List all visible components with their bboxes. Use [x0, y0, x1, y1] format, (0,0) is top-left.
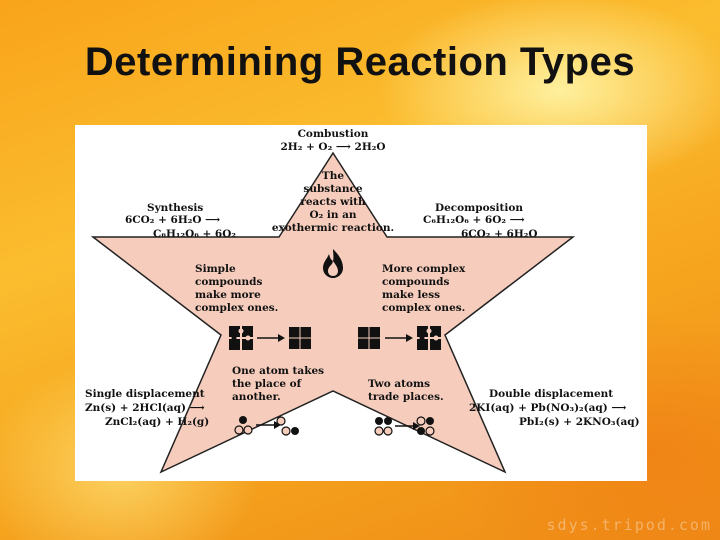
single-displacement-equation-line1: Zn(s) + 2HCl(aq) ⟶	[85, 402, 205, 414]
decomposition-equation-line2: 6CO₂ + 6H₂O	[461, 228, 538, 240]
combustion-description: The substance reacts with O₂ in an exothermic reaction.	[271, 170, 395, 234]
synthesis-description: Simple compounds make more complex ones.	[195, 263, 279, 314]
reaction-types-diagram	[75, 125, 647, 481]
watermark-text: sdys.tripod.com	[546, 516, 712, 534]
double-displacement-heading: Double displacement	[489, 388, 614, 400]
puzzle-assembled-icon	[358, 327, 380, 349]
double-displacement-equation-line2: PbI₂(s) + 2KNO₃(aq)	[519, 416, 640, 428]
combustion-equation: 2H₂ + O₂ ⟶ 2H₂O	[280, 141, 386, 153]
single-displacement-heading: Single displacement	[85, 388, 205, 400]
slide-title: Determining Reaction Types	[84, 40, 636, 84]
decomposition-heading: Decomposition	[435, 202, 524, 214]
single-displacement-description: One atom takes the place of another.	[232, 365, 325, 403]
synthesis-equation-line2: C₆H₁₂O₆ + 6O₂	[153, 228, 236, 240]
single-displacement-equation-line2: ZnCl₂(aq) + H₂(g)	[105, 416, 210, 428]
double-displacement-description: Two atoms trade places.	[368, 378, 444, 403]
decomposition-equation-line1: C₆H₁₂O₆ + 6O₂ ⟶	[423, 214, 525, 226]
double-displacement-equation-line1: 2KI(aq) + Pb(NO₃)₂(aq) ⟶	[469, 402, 627, 414]
combustion-heading: Combustion	[297, 128, 369, 140]
puzzle-assembled-icon	[289, 327, 311, 349]
synthesis-equation-line1: 6CO₂ + 6H₂O ⟶	[125, 214, 221, 226]
decomposition-description: More complex compounds make less complex ones.	[382, 263, 466, 314]
synthesis-heading: Synthesis	[147, 202, 204, 214]
